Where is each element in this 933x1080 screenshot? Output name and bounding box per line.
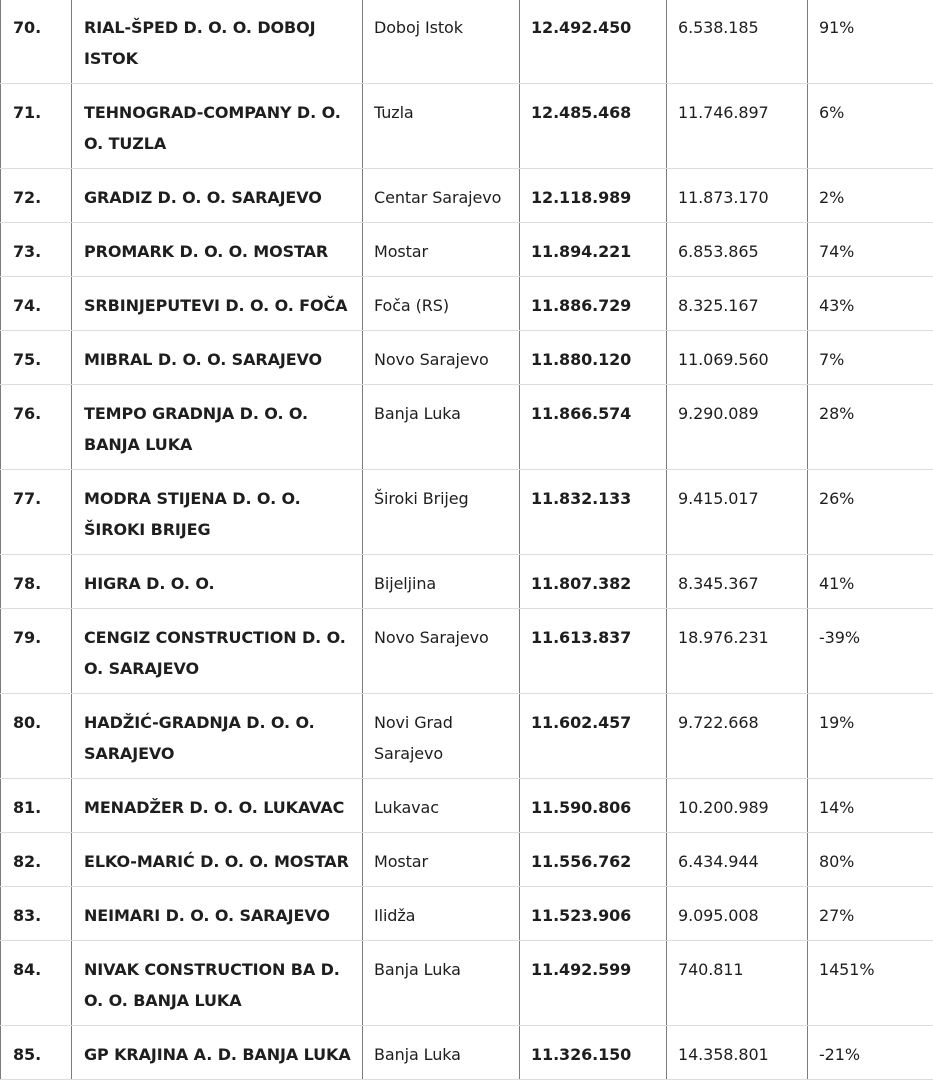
company-name-cell: MIBRAL D. O. O. SARAJEVO: [72, 331, 363, 385]
previous-revenue-cell: 14.358.801: [667, 1026, 808, 1080]
change-percent-cell: 7%: [808, 331, 933, 385]
municipality-cell: Mostar: [363, 223, 520, 277]
rank-cell: 81.: [1, 779, 72, 833]
company-name-cell: PROMARK D. O. O. MOSTAR: [72, 223, 363, 277]
company-name-cell: HADŽIĆ-GRADNJA D. O. O. SARAJEVO: [72, 694, 363, 779]
table-row: [1, 169, 933, 223]
rank-cell: 75.: [1, 331, 72, 385]
rank-cell: 82.: [1, 833, 72, 887]
table-row: [1, 694, 933, 779]
rank-cell: 83.: [1, 887, 72, 941]
change-percent-cell: 91%: [808, 0, 933, 84]
change-percent-cell: 28%: [808, 385, 933, 470]
company-name-cell: HIGRA D. O. O.: [72, 555, 363, 609]
municipality-cell: Tuzla: [363, 84, 520, 169]
rank-cell: 80.: [1, 694, 72, 779]
previous-revenue-cell: 10.200.989: [667, 779, 808, 833]
table-row: [1, 277, 933, 331]
previous-revenue-cell: 11.746.897: [667, 84, 808, 169]
current-revenue-cell: 11.886.729: [520, 277, 667, 331]
current-revenue-cell: 12.485.468: [520, 84, 667, 169]
previous-revenue-cell: 9.290.089: [667, 385, 808, 470]
table-row: [1, 0, 933, 84]
company-name-cell: TEHNOGRAD-COMPANY D. O. O. TUZLA: [72, 84, 363, 169]
municipality-cell: Novo Sarajevo: [363, 331, 520, 385]
table-row: [1, 609, 933, 694]
current-revenue-cell: 12.492.450: [520, 0, 667, 84]
change-percent-cell: 14%: [808, 779, 933, 833]
municipality-cell: Banja Luka: [363, 385, 520, 470]
rank-cell: 73.: [1, 223, 72, 277]
current-revenue-cell: 11.492.599: [520, 941, 667, 1026]
current-revenue-cell: 11.832.133: [520, 470, 667, 555]
current-revenue-cell: 11.866.574: [520, 385, 667, 470]
table-row: [1, 779, 933, 833]
rank-cell: 76.: [1, 385, 72, 470]
current-revenue-cell: 12.118.989: [520, 169, 667, 223]
current-revenue-cell: 11.880.120: [520, 331, 667, 385]
change-percent-cell: 41%: [808, 555, 933, 609]
company-name-cell: CENGIZ CONSTRUCTION D. O. O. SARAJEVO: [72, 609, 363, 694]
change-percent-cell: 19%: [808, 694, 933, 779]
previous-revenue-cell: 9.415.017: [667, 470, 808, 555]
table-row: [1, 385, 933, 470]
company-name-cell: MENADŽER D. O. O. LUKAVAC: [72, 779, 363, 833]
previous-revenue-cell: 11.873.170: [667, 169, 808, 223]
company-name-cell: NEIMARI D. O. O. SARAJEVO: [72, 887, 363, 941]
table-row: [1, 941, 933, 1026]
current-revenue-cell: 11.807.382: [520, 555, 667, 609]
previous-revenue-cell: 8.345.367: [667, 555, 808, 609]
change-percent-cell: 26%: [808, 470, 933, 555]
current-revenue-cell: 11.602.457: [520, 694, 667, 779]
table-row: [1, 223, 933, 277]
previous-revenue-cell: 740.811: [667, 941, 808, 1026]
company-name-cell: ELKO-MARIĆ D. O. O. MOSTAR: [72, 833, 363, 887]
rank-cell: 84.: [1, 941, 72, 1026]
municipality-cell: Ilidža: [363, 887, 520, 941]
table-row: [1, 331, 933, 385]
rank-cell: 71.: [1, 84, 72, 169]
change-percent-cell: -39%: [808, 609, 933, 694]
municipality-cell: Banja Luka: [363, 941, 520, 1026]
company-name-cell: GP KRAJINA A. D. BANJA LUKA: [72, 1026, 363, 1080]
change-percent-cell: 2%: [808, 169, 933, 223]
municipality-cell: Široki Brijeg: [363, 470, 520, 555]
change-percent-cell: -21%: [808, 1026, 933, 1080]
table-row: [1, 887, 933, 941]
company-name-cell: GRADIZ D. O. O. SARAJEVO: [72, 169, 363, 223]
current-revenue-cell: 11.326.150: [520, 1026, 667, 1080]
rank-cell: 78.: [1, 555, 72, 609]
company-name-cell: SRBINJEPUTEVI D. O. O. FOČA: [72, 277, 363, 331]
table-row: [1, 1026, 933, 1080]
previous-revenue-cell: 6.434.944: [667, 833, 808, 887]
previous-revenue-cell: 11.069.560: [667, 331, 808, 385]
rank-cell: 77.: [1, 470, 72, 555]
municipality-cell: Banja Luka: [363, 1026, 520, 1080]
previous-revenue-cell: 8.325.167: [667, 277, 808, 331]
table-row: [1, 555, 933, 609]
company-name-cell: NIVAK CONSTRUCTION BA D. O. O. BANJA LUKA: [72, 941, 363, 1026]
municipality-cell: Mostar: [363, 833, 520, 887]
municipality-cell: Lukavac: [363, 779, 520, 833]
company-name-cell: RIAL-ŠPED D. O. O. DOBOJ ISTOK: [72, 0, 363, 84]
current-revenue-cell: 11.590.806: [520, 779, 667, 833]
current-revenue-cell: 11.894.221: [520, 223, 667, 277]
current-revenue-cell: 11.523.906: [520, 887, 667, 941]
rank-cell: 85.: [1, 1026, 72, 1080]
municipality-cell: Novi Grad Sarajevo: [363, 694, 520, 779]
municipality-cell: Centar Sarajevo: [363, 169, 520, 223]
previous-revenue-cell: 9.722.668: [667, 694, 808, 779]
municipality-cell: Bijeljina: [363, 555, 520, 609]
rank-cell: 70.: [1, 0, 72, 84]
change-percent-cell: 27%: [808, 887, 933, 941]
municipality-cell: Novo Sarajevo: [363, 609, 520, 694]
company-name-cell: MODRA STIJENA D. O. O. ŠIROKI BRIJEG: [72, 470, 363, 555]
municipality-cell: Foča (RS): [363, 277, 520, 331]
change-percent-cell: 80%: [808, 833, 933, 887]
current-revenue-cell: 11.556.762: [520, 833, 667, 887]
municipality-cell: Doboj Istok: [363, 0, 520, 84]
rank-cell: 79.: [1, 609, 72, 694]
table-row: [1, 470, 933, 555]
change-percent-cell: 6%: [808, 84, 933, 169]
table-row: [1, 84, 933, 169]
current-revenue-cell: 11.613.837: [520, 609, 667, 694]
previous-revenue-cell: 9.095.008: [667, 887, 808, 941]
rank-cell: 72.: [1, 169, 72, 223]
table-row: [1, 833, 933, 887]
previous-revenue-cell: 18.976.231: [667, 609, 808, 694]
change-percent-cell: 1451%: [808, 941, 933, 1026]
company-name-cell: TEMPO GRADNJA D. O. O. BANJA LUKA: [72, 385, 363, 470]
change-percent-cell: 74%: [808, 223, 933, 277]
previous-revenue-cell: 6.853.865: [667, 223, 808, 277]
rank-cell: 74.: [1, 277, 72, 331]
change-percent-cell: 43%: [808, 277, 933, 331]
previous-revenue-cell: 6.538.185: [667, 0, 808, 84]
